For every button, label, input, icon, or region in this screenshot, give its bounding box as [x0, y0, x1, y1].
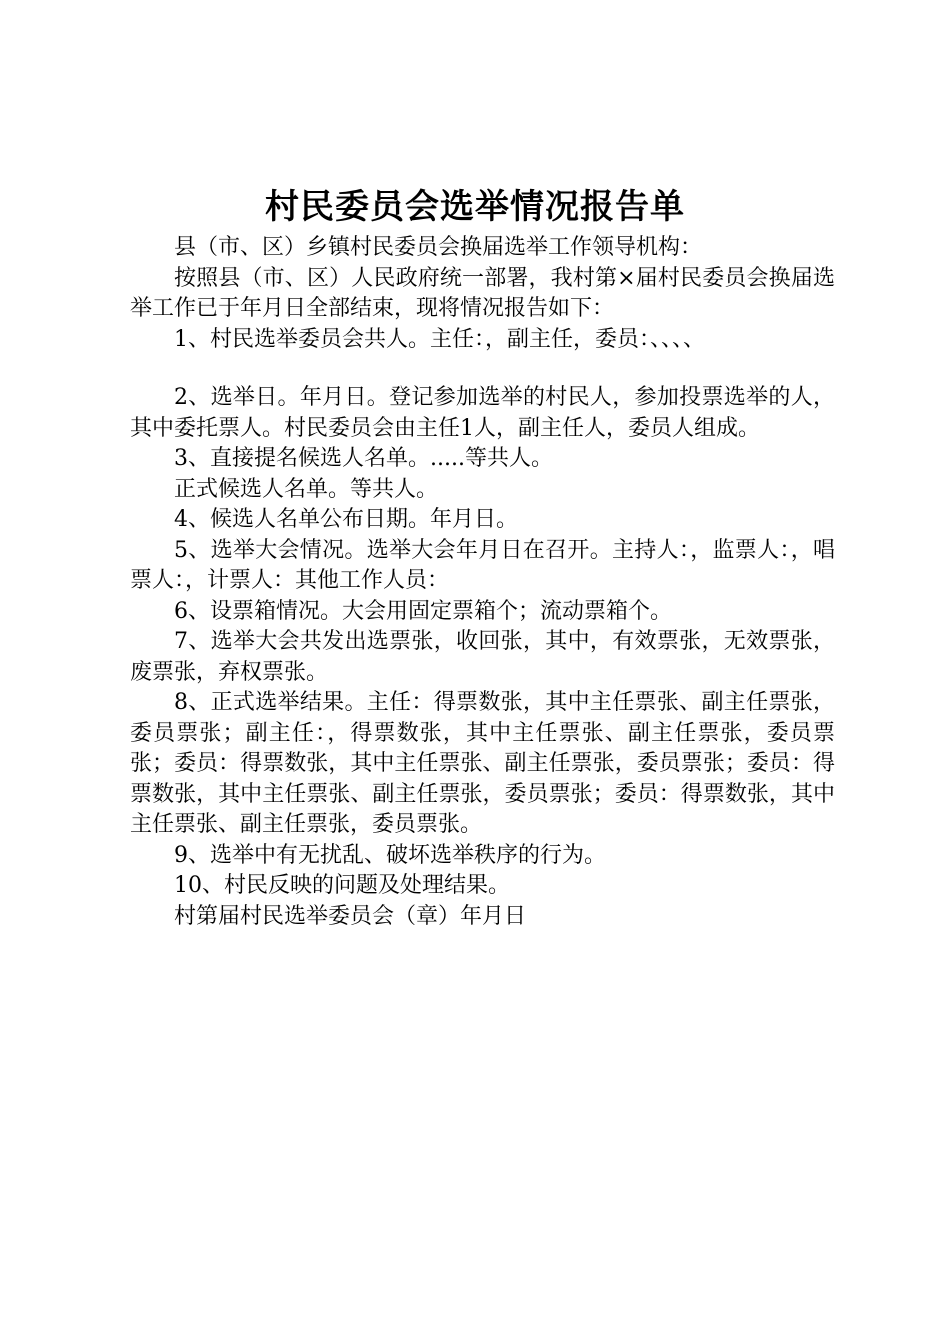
paragraph-item-2: 2、选举日。年月日。登记参加选举的村民人，参加投票选举的人，其中委托票人。村民委员会由主任1人，副主任人，委员人组成。: [130, 385, 835, 441]
paragraph-item-4: 4、候选人名单公布日期。年月日。: [174, 507, 518, 532]
paragraph-signature: 村第届村民选举委员会（章）年月日: [174, 903, 527, 929]
paragraph-formal-candidates: 正式候选人名单。等共人。: [174, 476, 439, 502]
paragraph-item-3: 3、直接提名候选人名单。.....等共人。: [174, 446, 553, 471]
document-title: 村民委员会选举情况报告单: [265, 187, 685, 227]
paragraph-item-10: 10、村民反映的问题及处理结果。: [174, 873, 510, 898]
paragraph-item-5: 5、选举大会情况。选举大会年月日在召开。主持人：，监票人：，唱票人：，计票人：其他工作人员：: [130, 537, 835, 593]
paragraph-item-7: 7、选举大会共发出选票张，收回张，其中，有效票张，无效票张，废票张，弃权票张。: [130, 629, 835, 685]
paragraph-addressee: 县（市、区）乡镇村民委员会换届选举工作领导机构：: [174, 235, 703, 260]
paragraph-intro: 按照县（市、区）人民政府统一部署，我村第×届村民委员会换届选举工作已于年月日全部结束，现将情况报告如下：: [130, 265, 835, 321]
paragraph-item-8: 8、正式选举结果。主任：得票数张，其中主任票张、副主任票张，委员票张；副主任：，得票数张，其中主任票张、副主任票张，委员票张；委员：得票数张，其中主任票张、副主任票张，委员票张；委员：得票数张，其中主任票张、副主任票张，委员票张；委员：得票数张，其中主任票张、副主任票张，委员票张。: [130, 690, 835, 837]
paragraph-item-6: 6、设票箱情况。大会用固定票箱个；流动票箱个。: [174, 598, 672, 624]
paragraph-item-9: 9、选举中有无扰乱、破坏选举秩序的行为。: [174, 842, 606, 868]
document-body: [130, 233, 835, 932]
paragraph-item-1: 1、村民选举委员会共人。主任：，副主任，委员：、、、、: [174, 326, 705, 352]
